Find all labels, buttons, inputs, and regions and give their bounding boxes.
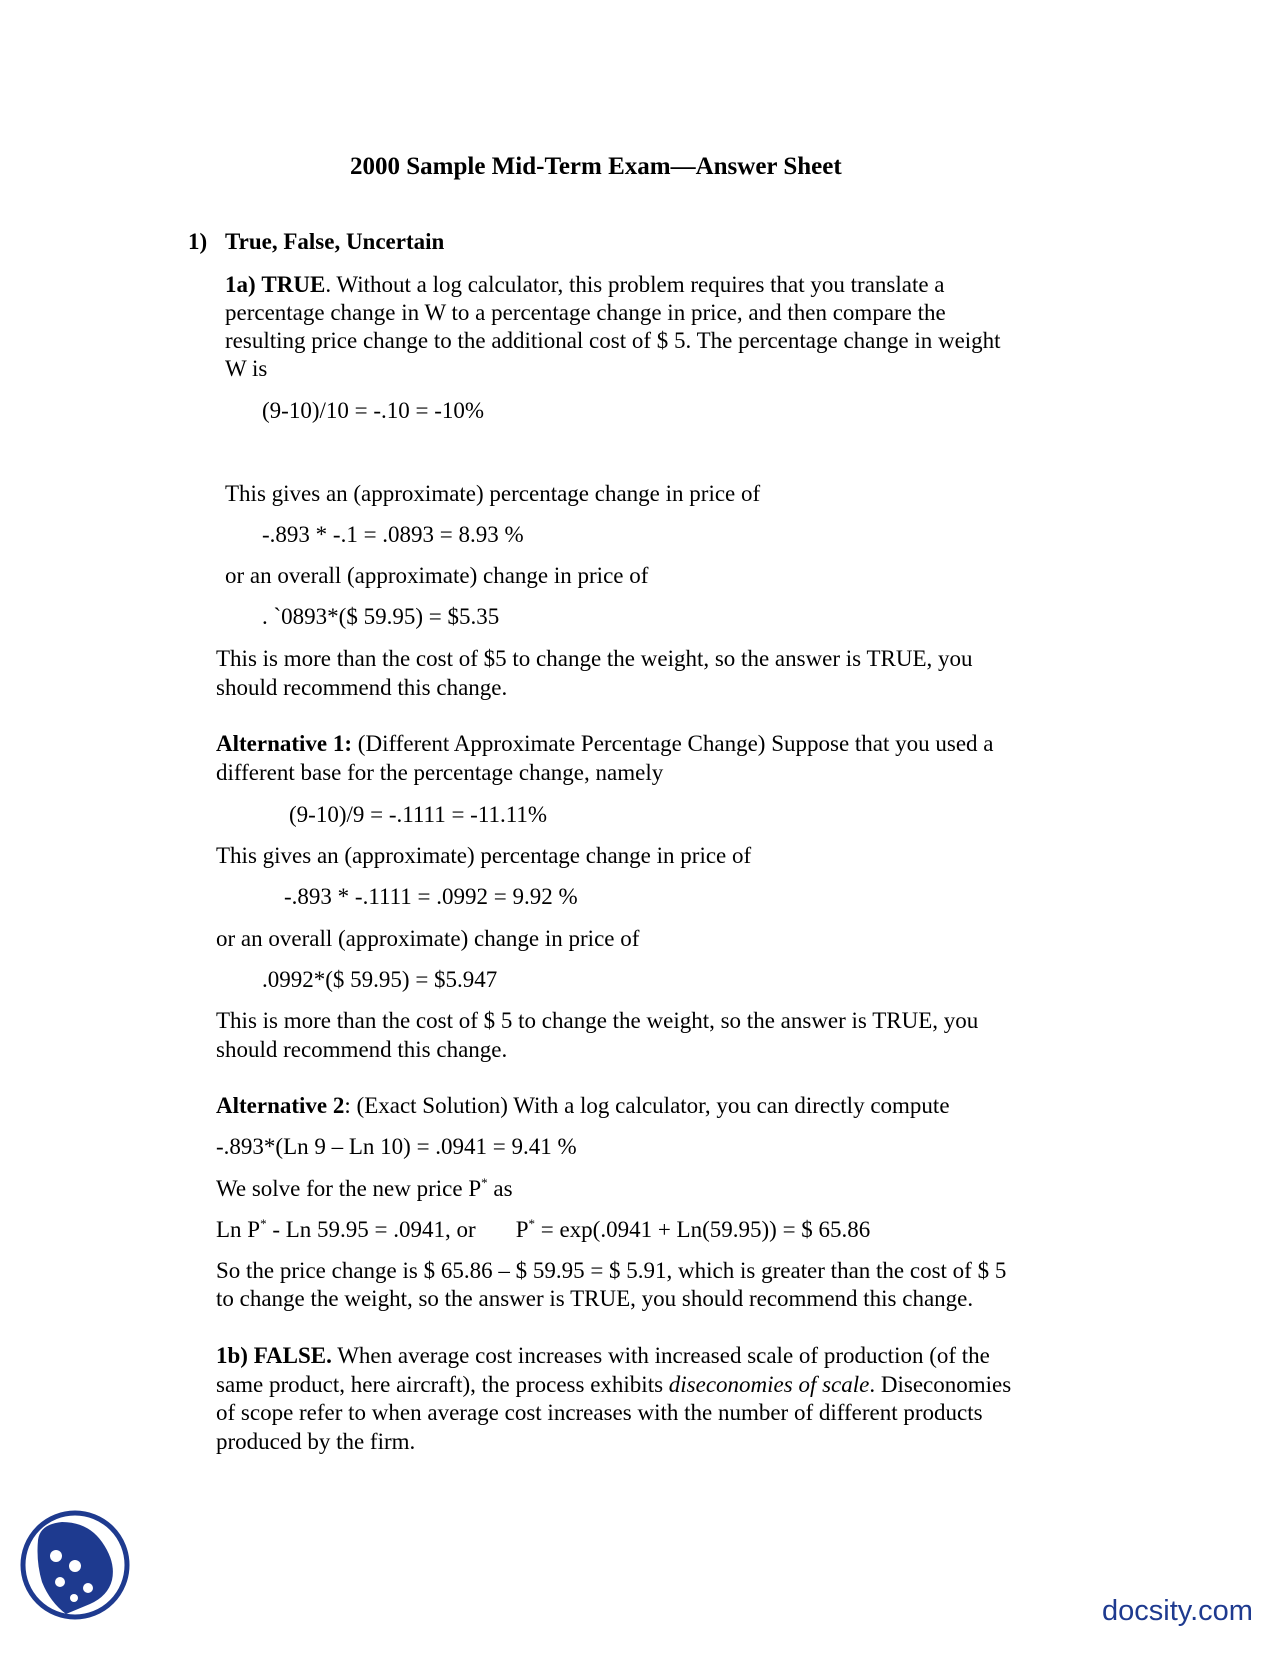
alt2-eq-rhs-rest: = exp(.0941 + Ln(59.95)) = $ 65.86 <box>534 1217 871 1242</box>
alt2-label: Alternative 2 <box>216 1093 345 1118</box>
q1b-line-4: produced by the firm. <box>216 1429 416 1454</box>
q1b-line-2-text: same product, here aircraft), the process exhibits <box>216 1372 669 1397</box>
superscript-star: * <box>481 1175 488 1190</box>
q1b-text: When average cost increases with increased scale of production (of the <box>331 1343 990 1368</box>
alt1-equation-2: -.893 * -.1111 = .0992 = 9.92 % <box>284 884 578 909</box>
alt2-paragraph-text: We solve for the new price P <box>216 1176 482 1201</box>
alt1-line-1 <box>216 730 994 758</box>
q1b-line-1 <box>216 1342 990 1370</box>
alt2-equation-1: -.893*(Ln 9 – Ln 10) = .0941 = 9.41 % <box>216 1134 577 1159</box>
q1a-text: . Without a log calculator, this problem requires that you translate a <box>325 272 945 297</box>
q1a-conclusion-1: This is more than the cost of $5 to change the weight, so the answer is TRUE, you <box>216 646 973 671</box>
q1b-line-3: of scope refer to when average cost increases with the number of different products <box>216 1400 983 1425</box>
q1a-verdict: TRUE <box>261 272 326 297</box>
alt1-text: (Different Approximate Percentage Change) Suppose that you used a <box>352 731 994 756</box>
q1a-line-2: percentage change in W to a percentage change in price, and then compare the <box>225 300 946 325</box>
alt1-label: Alternative 1: <box>216 731 353 756</box>
alt2-equation-2 <box>216 1216 870 1244</box>
alt2-text: : (Exact Solution) With a log calculator, you can directly compute <box>344 1093 950 1118</box>
alt2-paragraph-text-end: as <box>487 1176 513 1201</box>
alt2-eq-rhs: P <box>515 1217 529 1242</box>
docsity-logo-icon <box>20 1510 130 1620</box>
q1a-line-1 <box>225 271 945 299</box>
q1a-line-3: resulting price change to the additional cost of $ 5. The percentage change in weight <box>225 328 1001 353</box>
section-number: 1) <box>188 229 208 254</box>
alt1-equation-3: .0992*($ 59.95) = $5.947 <box>262 967 498 992</box>
alt1-conclusion-2: should recommend this change. <box>216 1037 508 1062</box>
alt1-paragraph-2: or an overall (approximate) change in price of <box>216 926 640 951</box>
q1b-label: 1b) FALSE. <box>216 1343 332 1368</box>
q1a-conclusion-2: should recommend this change. <box>216 675 508 700</box>
alt2-eq-lhs-rest: - Ln 59.95 = .0941, or <box>266 1217 476 1242</box>
alt2-conclusion-2: to change the weight, so the answer is TRUE, you should recommend this change. <box>216 1286 974 1311</box>
q1b-line-2-end: . Diseconomies <box>869 1372 1012 1397</box>
q1a-paragraph-1: This gives an (approximate) percentage change in price of <box>225 481 761 506</box>
alt1-conclusion-1: This is more than the cost of $ 5 to change the weight, so the answer is TRUE, you <box>216 1008 979 1033</box>
q1a-paragraph-2: or an overall (approximate) change in price of <box>225 563 649 588</box>
alt2-eq-lhs: Ln P <box>216 1217 261 1242</box>
alt2-paragraph-1 <box>216 1175 513 1203</box>
page-title: 2000 Sample Mid-Term Exam—Answer Sheet <box>350 153 842 180</box>
section-heading: True, False, Uncertain <box>225 229 445 254</box>
alt1-equation-1: (9-10)/9 = -.1111 = -11.11% <box>289 802 548 827</box>
q1a-label: 1a) <box>225 272 256 297</box>
superscript-star: * <box>528 1216 535 1231</box>
q1a-equation-1: (9-10)/10 = -.10 = -10% <box>262 398 485 423</box>
alt2-conclusion-1: So the price change is $ 65.86 – $ 59.95 = $ 5.91, which is greater than the cost of $ 5 <box>216 1258 1007 1283</box>
alt1-line-2: different base for the percentage change, namely <box>216 760 664 785</box>
alt2-line-1 <box>216 1092 950 1120</box>
q1a-line-4: W is <box>225 356 268 381</box>
docsity-brand[interactable]: docsity.com <box>1102 1595 1253 1627</box>
alt1-paragraph-1: This gives an (approximate) percentage change in price of <box>216 843 752 868</box>
q1b-italic-term: diseconomies of scale <box>668 1372 870 1397</box>
q1a-equation-3: . `0893*($ 59.95) = $5.35 <box>262 604 500 629</box>
q1b-line-2 <box>216 1371 1011 1399</box>
superscript-star: * <box>260 1216 267 1231</box>
q1a-equation-2: -.893 * -.1 = .0893 = 8.93 % <box>262 522 524 547</box>
